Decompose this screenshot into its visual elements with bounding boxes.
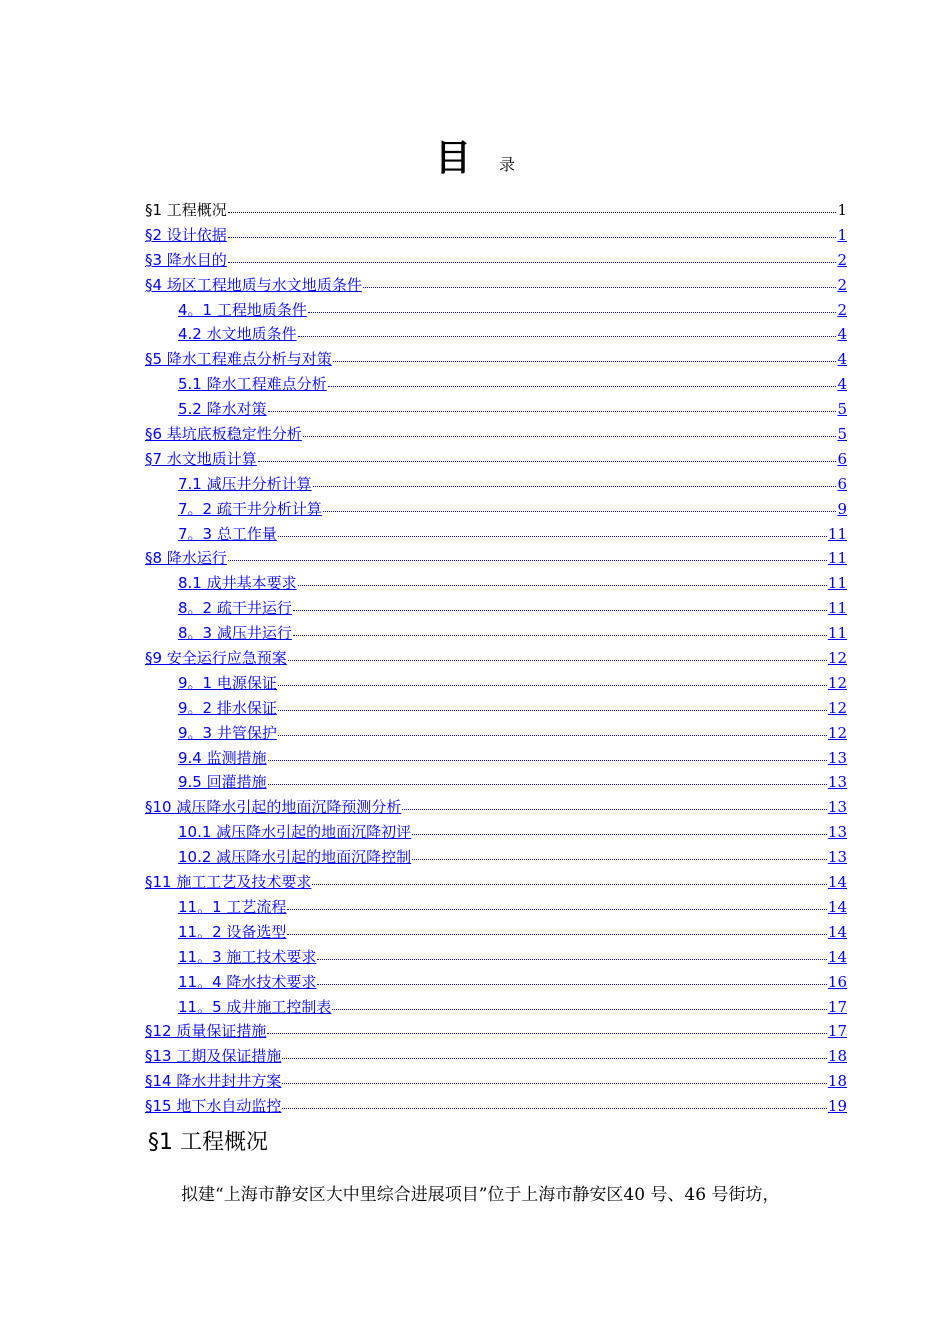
toc-entry-page: 19 (827, 1097, 847, 1116)
toc-entry-page: 14 (827, 947, 847, 966)
toc-entry[interactable] (145, 322, 847, 347)
toc-entry[interactable] (145, 1094, 847, 1119)
toc-entry[interactable] (145, 696, 847, 721)
toc-entry-page: 2 (837, 250, 847, 269)
toc-entry-label: 9。3 井管保护 (178, 723, 277, 742)
toc-leader-dots (333, 347, 837, 362)
toc-entry[interactable] (145, 920, 847, 945)
toc-entry[interactable] (145, 746, 847, 771)
toc-entry-page: 14 (827, 897, 847, 916)
toc-entry-page: 11 (827, 549, 847, 568)
toc-entry-page: 1 (837, 225, 847, 244)
toc-entry-label: §12 质量保证措施 (145, 1022, 267, 1041)
toc-entry[interactable] (145, 845, 847, 870)
toc-entry-label: 8。2 疏干井运行 (178, 599, 292, 618)
toc-entry-page: 12 (827, 723, 847, 742)
toc-entry-page: 13 (827, 848, 847, 867)
toc-entry[interactable] (145, 223, 847, 248)
toc-entry-page: 16 (827, 972, 847, 991)
toc-entry-label: §8 降水运行 (145, 549, 227, 568)
toc-entry[interactable] (145, 1044, 847, 1069)
toc-leader-dots (293, 596, 827, 611)
toc-entry-page: 6 (837, 449, 847, 468)
toc-leader-dots (282, 1069, 827, 1084)
toc-entry[interactable] (145, 795, 847, 820)
toc-entry[interactable] (145, 447, 847, 472)
toc-entry[interactable] (145, 870, 847, 895)
section-heading: §1 工程概况 (148, 1130, 268, 1155)
toc-entry-page: 17 (827, 997, 847, 1016)
toc-entry-page: 13 (827, 798, 847, 817)
toc-entry[interactable] (145, 621, 847, 646)
toc-entry-page: 2 (837, 275, 847, 294)
toc-entry (145, 198, 847, 223)
toc-entry-label: 11。2 设备选型 (178, 922, 287, 941)
toc-entry-page: 12 (827, 698, 847, 717)
toc-leader-dots (317, 945, 827, 960)
toc-entry[interactable] (145, 397, 847, 422)
toc-entry-page: 11 (827, 599, 847, 618)
toc-entry-label: 8.1 成井基本要求 (178, 574, 297, 593)
toc-entry-page: 1 (837, 201, 847, 219)
toc-leader-dots (287, 895, 827, 910)
toc-leader-dots (323, 497, 837, 512)
toc-entry-page: 4 (837, 350, 847, 369)
toc-entry-label: 10.2 减压降水引起的地面沉降控制 (178, 848, 412, 867)
toc-entry-page: 13 (827, 773, 847, 792)
toc-entry-page: 12 (827, 649, 847, 668)
toc-entry-page: 9 (837, 499, 847, 518)
toc-leader-dots (328, 372, 837, 387)
toc-entry[interactable] (145, 596, 847, 621)
toc-entry[interactable] (145, 497, 847, 522)
toc-entry-page: 2 (837, 300, 847, 319)
toc-entry-label: 8。3 减压井运行 (178, 624, 292, 643)
toc-entry-page: 4 (837, 375, 847, 394)
toc-leader-dots (332, 995, 827, 1010)
toc-leader-dots (278, 696, 827, 711)
toc-leader-dots (228, 223, 837, 238)
toc-entry-page: 18 (827, 1072, 847, 1091)
toc-entry-page: 14 (827, 922, 847, 941)
toc-entry-page: 18 (827, 1047, 847, 1066)
toc-entry-label: §4 场区工程地质与水文地质条件 (145, 275, 362, 294)
toc-leader-dots (303, 422, 837, 437)
toc-title-main: 目 (434, 138, 471, 179)
toc-entry-label: 5.2 降水对策 (178, 400, 267, 419)
table-of-contents (145, 198, 847, 1119)
toc-entry[interactable] (145, 721, 847, 746)
toc-entry-page: 11 (827, 524, 847, 543)
toc-leader-dots (268, 397, 837, 412)
toc-leader-dots (268, 770, 827, 785)
toc-leader-dots (282, 1094, 827, 1109)
toc-entry-label: 11。1 工艺流程 (178, 897, 287, 916)
toc-entry-label: §7 水文地质计算 (145, 449, 257, 468)
toc-entry-page: 5 (837, 400, 847, 419)
toc-entry-page: 6 (837, 474, 847, 493)
toc-entry-label: §2 设计依据 (145, 225, 227, 244)
toc-entry[interactable] (145, 1069, 847, 1094)
toc-entry-label: §1 工程概况 (145, 201, 227, 219)
toc-leader-dots (278, 522, 827, 537)
toc-entry-page: 12 (827, 673, 847, 692)
toc-entry-label: 11。3 施工技术要求 (178, 947, 317, 966)
toc-entry-page: 11 (827, 574, 847, 593)
toc-leader-dots (312, 870, 827, 885)
toc-entry-label: 11。4 降水技术要求 (178, 972, 317, 991)
toc-leader-dots (258, 447, 837, 462)
toc-leader-dots (282, 1044, 827, 1059)
toc-entry-label: §3 降水目的 (145, 250, 227, 269)
toc-entry-label: §14 降水井封井方案 (145, 1072, 282, 1091)
toc-entry[interactable] (145, 820, 847, 845)
toc-leader-dots (228, 546, 827, 561)
toc-title (0, 130, 950, 181)
toc-entry[interactable] (145, 248, 847, 273)
toc-entry-label: 4.2 水文地质条件 (178, 325, 297, 344)
toc-entry-label: 9。2 排水保证 (178, 698, 277, 717)
toc-leader-dots (363, 273, 837, 288)
toc-entry-label: 7。2 疏干井分析计算 (178, 499, 322, 518)
toc-entry[interactable] (145, 472, 847, 497)
toc-entry-page: 13 (827, 748, 847, 767)
toc-leader-dots (228, 248, 837, 263)
toc-entry[interactable] (145, 970, 847, 995)
toc-entry[interactable] (145, 372, 847, 397)
toc-entry[interactable] (145, 1019, 847, 1044)
toc-leader-dots (278, 721, 827, 736)
toc-leader-dots (412, 845, 827, 860)
toc-leader-dots (268, 746, 827, 761)
toc-leader-dots (308, 298, 837, 313)
toc-leader-dots (288, 646, 827, 661)
toc-leader-dots (298, 322, 837, 337)
toc-entry-label: 11。5 成井施工控制表 (178, 997, 332, 1016)
toc-entry-label: 4。1 工程地质条件 (178, 300, 307, 319)
toc-entry-page: 14 (827, 873, 847, 892)
toc-entry-label: 9.4 监测措施 (178, 748, 267, 767)
toc-leader-dots (317, 970, 827, 985)
toc-entry[interactable] (145, 995, 847, 1020)
toc-entry[interactable] (145, 646, 847, 671)
toc-entry-label: §15 地下水自动监控 (145, 1097, 282, 1116)
toc-leader-dots (267, 1019, 827, 1034)
toc-entry[interactable] (145, 571, 847, 596)
toc-entry-page: 5 (837, 425, 847, 444)
toc-leader-dots (278, 671, 827, 686)
toc-entry[interactable] (145, 895, 847, 920)
toc-entry[interactable] (145, 770, 847, 795)
toc-leader-dots (298, 571, 827, 586)
toc-entry-page: 13 (827, 823, 847, 842)
toc-entry[interactable] (145, 422, 847, 447)
toc-entry[interactable] (145, 347, 847, 372)
toc-entry[interactable] (145, 945, 847, 970)
toc-title-sub: 录 (499, 155, 516, 174)
toc-entry-label: 7。3 总工作量 (178, 524, 277, 543)
toc-leader-dots (313, 472, 837, 487)
toc-entry-label: 5.1 降水工程难点分析 (178, 375, 327, 394)
toc-entry-label: §11 施工工艺及技术要求 (145, 873, 312, 892)
toc-entry-label: §6 基坑底板稳定性分析 (145, 425, 302, 444)
toc-entry[interactable] (145, 671, 847, 696)
toc-entry[interactable] (145, 298, 847, 323)
toc-entry-label: 9。1 电源保证 (178, 673, 277, 692)
toc-entry-label: §13 工期及保证措施 (145, 1047, 282, 1066)
toc-entry[interactable] (145, 546, 847, 571)
toc-entry[interactable] (145, 273, 847, 298)
toc-entry-label: 9.5 回灌措施 (178, 773, 267, 792)
body-paragraph: 拟建“上海市静安区大中里综合进展项目”位于上海市静安区40 号、46 号街坊， (181, 1185, 780, 1205)
toc-entry-label: §9 安全运行应急预案 (145, 649, 287, 668)
toc-entry-label: §10 减压降水引起的地面沉降预测分析 (145, 798, 402, 817)
toc-entry-page: 11 (827, 624, 847, 643)
toc-entry[interactable] (145, 522, 847, 547)
toc-entry-label: §5 降水工程难点分析与对策 (145, 350, 332, 369)
toc-entry-page: 17 (827, 1022, 847, 1041)
toc-leader-dots (293, 621, 827, 636)
toc-leader-dots (287, 920, 827, 935)
toc-entry-label: 7.1 减压井分析计算 (178, 474, 312, 493)
toc-entry-page: 4 (837, 325, 847, 344)
toc-entry-label: 10.1 减压降水引起的地面沉降初评 (178, 823, 412, 842)
toc-leader-dots (402, 795, 827, 810)
toc-leader-dots (228, 198, 837, 213)
toc-leader-dots (412, 820, 827, 835)
